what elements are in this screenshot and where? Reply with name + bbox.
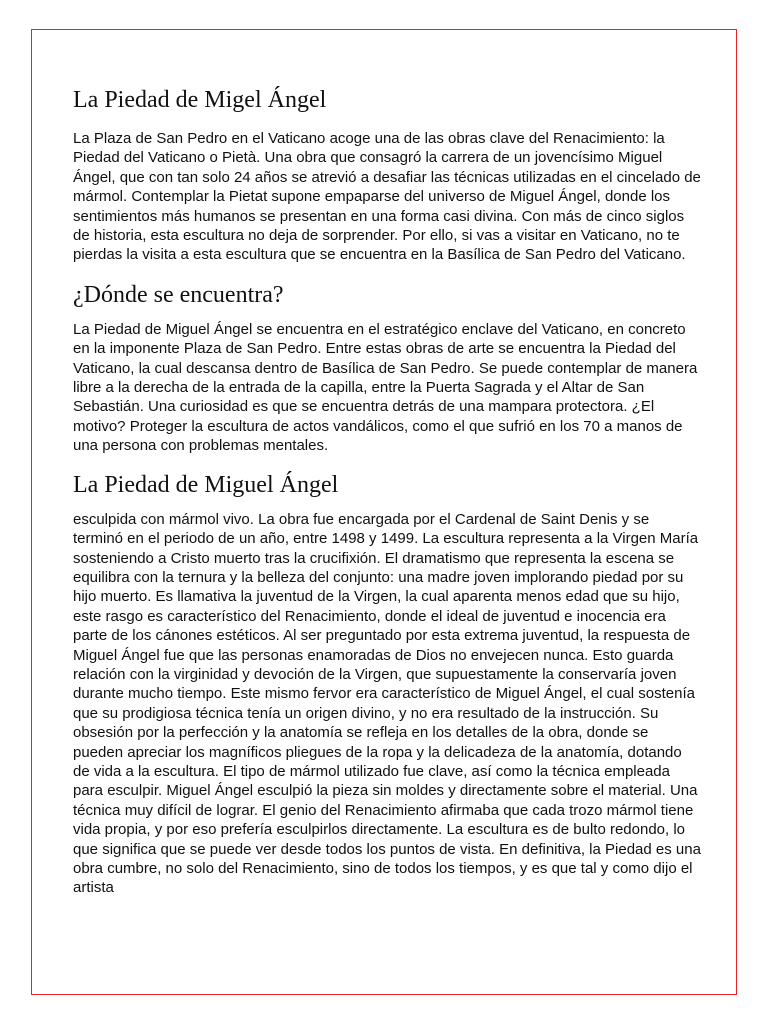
location-paragraph: La Piedad de Miguel Ángel se encuentra en el estratégico enclave del Vaticano, en concreto en la imponente Plaza de San Pedro. Entre estas obras de arte se encuentra la Piedad del Vaticano, la cual descansa dentro de Basílica de San Pedro. Se puede contemplar de manera libre a la derecha de la entrada de la capilla, entre la Puerta Sagrada y el Altar de San Sebastián. Una curiosidad es que se encuentra detrás de una mampara protectora. ¿El motivo? Proteger la escultura de actos vandálicos, como el que sufrió en los 70 a manos de una persona con problemas mentales. bbox=[73, 320, 698, 455]
intro-paragraph: La Plaza de San Pedro en el Vaticano acoge una de las obras clave del Renacimiento: la Piedad del Vaticano o Pietà. Una obra que consagró la carrera de un jovencísimo Miguel Ángel, que con tan solo 24 años se atrevió a desafiar las técnicas utilizadas en el cincelado de mármol. Contemplar la Pietat supone empaparse del universo de Miguel Ángel, donde los sentimientos más humanos se presentan en una forma casi divina. Con más de cinco siglos de historia, esta escultura no deja de sorprender. Por ello, si vas a visitar en Vaticano, no te pierdas la visita a esta escultura que se encuentra en la Basílica de San Pedro del Vaticano. bbox=[73, 130, 701, 264]
document-title: La Piedad de Migel Ángel bbox=[73, 87, 327, 113]
sculpture-paragraph: esculpida con mármol vivo. La obra fue encargada por el Cardenal de Saint Denis y se terminó en el periodo de un año, entre 1498 y 1499. La escultura representa a la Virgen María sosteniendo a Cristo muerto tras la crucifixión. El dramatismo que representa la escena se equilibra con la ternura y la belleza del conjunto: una madre joven implorando piedad por su hijo muerto. Es llamativa la juventud de la Virgen, la cual aparenta menos edad que su hijo, este rasgo es característico del Renacimiento, donde el ideal de juventud e inocencia era parte de los cánones estéticos. Al ser preguntado por esta extrema juventud, la respuesta de Miguel Ángel fue que las personas enamoradas de Dios no envejecen nunca. Esto guarda relación con la virginidad y devoción de la Virgen, que supuestamente la conservaría joven durante mucho tiempo. Este mismo fervor era característico de Miguel Ángel, el cual sostenía que su prodigiosa técnica tenía un origen divino, y no era resultado de la instrucción. Su obsesión por la perfección y la anatomía se refleja en los detalles de la obra, donde se pueden apreciar los magníficos pliegues de la ropa y la delicadeza de la anatomía, dotando de vida a la escultura. El tipo de mármol utilizado fue clave, así como la técnica empleada para esculpir. Miguel Ángel esculpió la pieza sin moldes y directamente sobre el material. Una técnica muy difícil de lograr. El genio del Renacimiento afirmaba que cada trozo mármol tiene vida propia, y por eso prefería esculpirlos directamente. La escultura es de bulto redondo, lo que significa que se puede ver desde todos los puntos de vista. En definitiva, la Piedad es una obra cumbre, no solo del Renacimiento, sino de todos los tiempos, y es que tal y como dijo el artista bbox=[73, 510, 701, 897]
section-heading-sculpture: La Piedad de Miguel Ángel bbox=[73, 471, 339, 498]
section-heading-location: ¿Dónde se encuentra? bbox=[73, 281, 284, 308]
document-content bbox=[73, 84, 701, 898]
